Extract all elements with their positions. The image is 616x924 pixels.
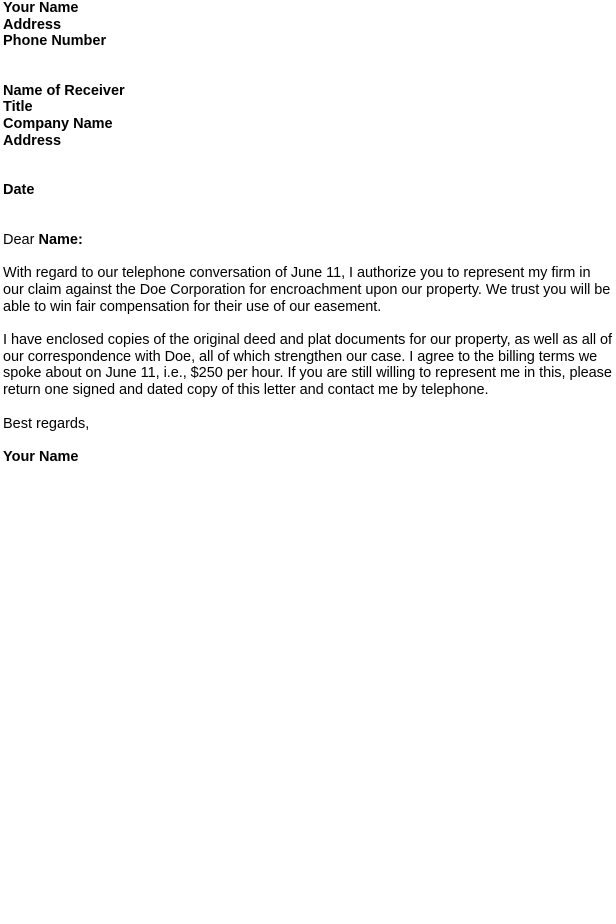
- sender-block: [3, 0, 615, 50]
- sender-phone: Phone Number: [3, 33, 107, 50]
- receiver-title: Title: [3, 99, 33, 116]
- sender-name: Your Name: [3, 0, 79, 16]
- paragraph-line: I have enclosed copies of the original deed and plat documents for our property, as well as all of: [3, 332, 613, 349]
- closing: Best regards,: [3, 415, 90, 432]
- paragraph-line: our claim against the Doe Corporation for encroachment upon our property. We trust you will be: [3, 281, 611, 298]
- body-paragraph-1: [3, 265, 615, 315]
- paragraph-line: return one signed and dated copy of this letter and contact me by telephone.: [3, 381, 489, 398]
- paragraph-line: spoke about on June 11, i.e., $250 per hour. If you are still willing to represent me in this, please: [3, 365, 612, 382]
- receiver-company: Company Name: [3, 115, 113, 132]
- receiver-name: Name of Receiver: [3, 82, 125, 99]
- salutation-name: Name:: [38, 231, 83, 248]
- paragraph-line: able to win fair compensation for their use of our easement.: [3, 298, 382, 315]
- receiver-block: [3, 83, 615, 149]
- salutation: [3, 232, 615, 249]
- sender-address: Address: [3, 16, 62, 33]
- paragraph-line: our correspondence with Doe, all of which strengthen our case. I agree to the billing terms we: [3, 348, 598, 365]
- signature-name: Your Name: [3, 449, 79, 466]
- receiver-address: Address: [3, 132, 62, 149]
- salutation-prefix: Dear: [3, 231, 39, 248]
- letter-page: [3, 0, 615, 466]
- body-paragraph-2: [3, 332, 615, 398]
- letter-date: Date: [3, 182, 35, 199]
- paragraph-line: With regard to our telephone conversation of June 11, I authorize you to represent my firm in: [3, 265, 591, 282]
